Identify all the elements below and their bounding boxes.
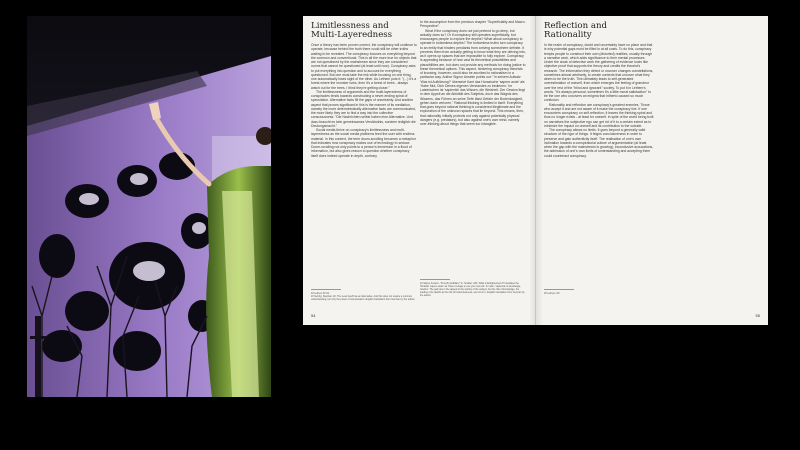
left-col2-paragraph: to the assumption from the previous chapter "Superficiality and Macro-Perspective". (420, 20, 526, 29)
right-page (536, 16, 768, 325)
footnote: 25 Lethem, 80. (544, 292, 560, 295)
left-heading-line1: Limitlessness and (311, 21, 389, 31)
footnote: 22 Lethem 87-91. (311, 292, 330, 295)
left-col1-paragraph: The limitlessness of arguments and the multi-layeredness of conspiracies tends towards constructing a never-ending spiral of speculation. Alternative facts fill the gaps of uncertainty. And another aspect that proves significant in this is the manner of its mediation, namely the more deterministically alternative facts are communicated, the more likely they are to find a way into the collective consciousness: "Die Nachrichten selbst haben eine Alternative. Und dazu braucht es kein gemeinsames Verständnis, sondern lediglich die Deutungsmacht." (311, 89, 416, 128)
book-spread (303, 16, 768, 325)
performer-photo (27, 16, 271, 397)
right-col1-footnote-rule (544, 289, 574, 290)
left-heading-line2: Multi-Layeredness (311, 30, 393, 41)
left-col2-footnotes (420, 282, 526, 310)
right-col1-footnotes (544, 292, 654, 302)
right-col1-paragraph: Rationality and reflection are conspiracy's greatest enemies. Those who accept it and are not aware of it make the conspiracy live. If one encounters conspiracy on self-reflection, it leaves the thinking spiral and thus no longer exists - at least for oneself. In spite of the world being built on narratives the subjective ego can get rid of it to a certain extent as to minimize the impact on oneself and its contribution to the outside. (544, 102, 654, 128)
right-col1-paragraph: The conspiracy allows no limits. It goes beyond a generally valid structure of the rigor of things. It feigns conclusiveness in order to preserve and gain authenticity itself. The realisation of one's own inclination towards a conspiratorial culture of argumentation (at least when the gap with the mainstream is growing), inconclusive accusations, the admission of one's own limits of understanding and accepting them could counteract conspiracy. (544, 128, 654, 158)
footnote: 24 Sigrun Anselm, "Froschs Aufklärer" in: Nodder, 180. What is Enlightenment? translates the Horatian 'sapere aude' as 'Have courage to use your own wit.' In Latin, 'sapientia' is knowledge, wisdom. The gain lies in the appeal to the activity of the subject, but the risk of knowledge, the leading of its depths at the risk of bottomlessness, are lost in it. English translation from German by the author. (420, 282, 525, 297)
right-page-column-1 (544, 43, 654, 287)
left-col1-footnotes (311, 292, 417, 310)
left-page (303, 16, 536, 325)
left-page-column-2 (420, 20, 526, 287)
left-col2-paragraph: What if the conspiracy does not just pretend to go deep, but actually does so? Or if conspiracy still operates superficially, but encourages people to explore the depths? What about conspiracy to operate in bottomless depths? The bottomless truths turn conspiracy to an entity that hinders pendants from arriving somewhere definite. It prevents them from actually getting to know what they are delving into, as it opens up spaces that are impossible to fully explore. Conspiracy is appealing because of how vast its theoretical possibilities and plausibilities are, but does not provide any methods for doing justice to these theoretical options. This aspect, hindering conspiracy theorists of knowing, however, could also be ascribed to rationalism in a particular way. Author Sigrun Anselm points out: "In seinem Aufsatz 'Was ist Aufklärung?' übersetzt Kant das Horazische 'sapere aude' als 'Habe Mut, Dich Deines eigenen Verstandes zu bedienen.' Im Lateinischen ist 'sapientia' das Wissen, die Weisheit. Der Gewinn liegt in dem Appell an die Aktivität des Subjekts, doch das Wagnis des Wissens, das Führen an seine Tiefe lässt Gefahr der Bodenlosigkeit, gehen darin verloren." Rational thinking is limited in itself. Everything that goes beyond rational thinking is considered illegitimate and the exploration of the unknown spaces that lie beyond. This means, then, that rationality initially protects not only against potentially physical dangers (e.g. predators), but also against one's own mind, namely over-thinking about things that seem too intangible. (420, 28, 526, 126)
left-page-heading (311, 22, 411, 41)
left-col1-footnote-rule (311, 289, 341, 290)
page-number-right: 55 (755, 313, 760, 318)
left-col1-paragraph: Once a theory has been proven correct, the conspiracy will continue to operate, because behind the truth there could still be other truths waiting to be revealed. The conspiracy focuses on everything beyond the common and conventional. This is all the more true for objects that are not questioned by the mainstream since they are considered norms that cannot be questioned (at least until now). Conspiracy asks to put everything into question and to account for everything questioned. But one must take the risk while focusing on one thing, one automatically loses sight of the other. As Lethem puts it: "(...) it's a forest where the monster lurks, then it's a forest of trees - always watch out for the trees, I think they're getting closer." (311, 43, 417, 90)
left-col1-paragraph: Social media thrive on conspiracy's limitlessness and multi-layeredness as the social media platforms feed the user with endless material. In this context, the term doom-scrolling becomes a metaphor that indicates how conspiracy makes use of technology to seduce. Doom-scrolling not only points to a person's immersion in a flood of information, but also gives reason to question whether conspiracy itself does indeed operate in depth, contrary (311, 128, 416, 158)
right-heading-line2: Rationality (544, 30, 592, 41)
right-heading-line1: Reflection and (544, 21, 607, 31)
footnote: 23 Gehrig, Stephan: 22. The news itself has an alternative. And this does not require a common understanding, but only the power of interpretation. English translation from German by the author. (311, 295, 416, 301)
performer-photo-illustration (27, 16, 271, 397)
left-col2-footnote-rule (420, 279, 450, 280)
left-page-column-1 (311, 43, 417, 287)
right-col1-paragraph: In the realm of conspiracy, doubt and uncertainty have no place and that is why potential gaps must be filled in at all costs. To do this, conspiracy tempts people to construct their own (distorted) realities, usually through a narrative work, which adds significance to their mental processes. Under the cloak of detective work the gathering of evidence looks like objective proof that supports the theory and credits the theorist's research. The information they detect or uncover changes constellations, sometimes almost arbitrarily, to create contexts that uncover what they deem to be the truth. This ultimately leads to self-generated overestimation of oneself, from which emerges the feeling of grandeur over the rest of the "blind and ignorant" society. To put it in Lethem's words, "It's always personal, sometimes it's a little moral satisfaction" to be the one who uncovers an enigma that hitherto caused so much confusion. (544, 43, 654, 103)
page-number-left: 54 (311, 313, 316, 318)
right-page-heading (544, 22, 654, 41)
